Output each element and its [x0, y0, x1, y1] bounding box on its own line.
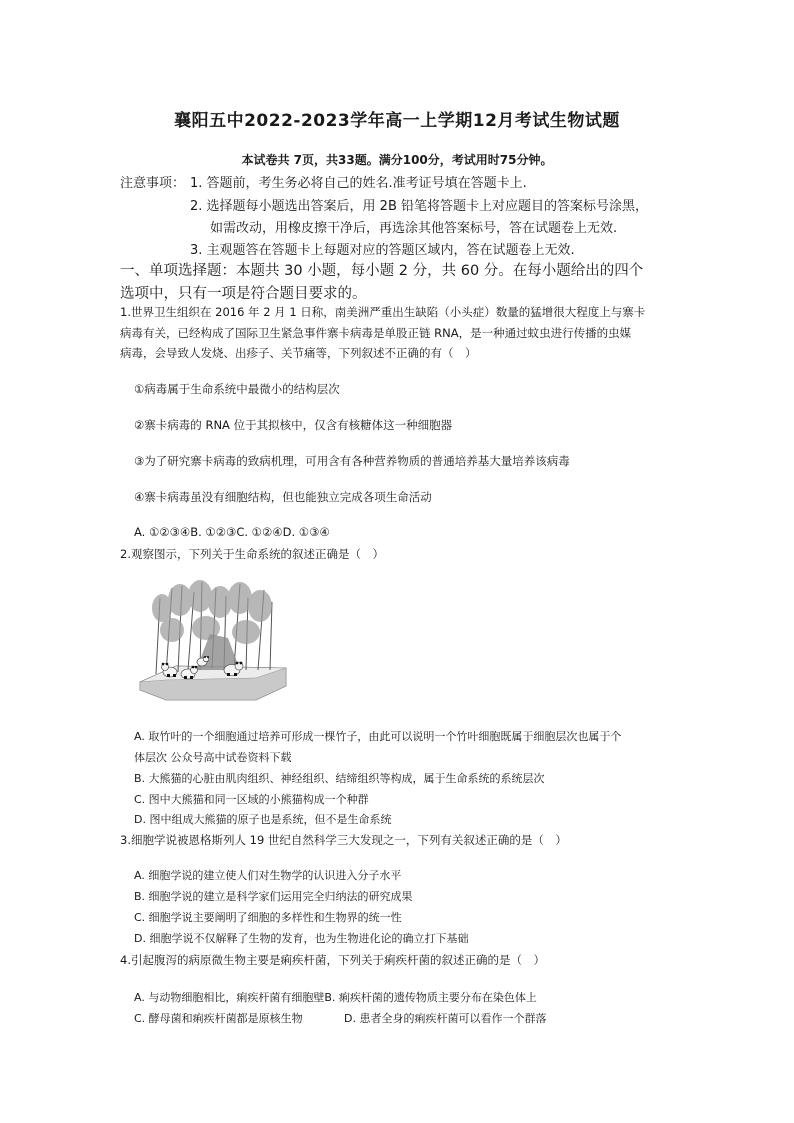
q3-option-a: A. 细胞学说的建立使人们对生物学的认识进入分子水平	[134, 869, 402, 882]
q3-stem: 3.细胞学说被恩格斯列人 19 世纪自然科学三大发现之一，下列有关叙述正确的是（ ）	[120, 833, 567, 847]
notes-label: 注意事项：	[120, 176, 186, 191]
q2-option-d: D. 图中组成大熊猫的原子也是系统，但不是生命系统	[134, 813, 392, 826]
q2-option-a-line2: 体层次 公众号高中试卷资料下载	[134, 751, 292, 764]
q2-option-a-line1: A. 取竹叶的一个细胞通过培养可形成一棵竹子，由此可以说明一个竹叶细胞既属于细胞层次也属于个	[134, 730, 622, 743]
q4-stem: 4.引起腹泻的病原微生物主要是痢疾杆菌，下列关于痢疾杆菌的叙述正确的是（ ）	[120, 953, 545, 967]
page-title: 襄阳五中2022-2023学年高一上学期12月考试生物试题	[174, 111, 620, 131]
note-1: 1. 答题前，考生务必将自己的姓名.准考证号填在答题卡上.	[190, 176, 527, 191]
exam-info: 本试卷共 7页，共33题。满分100分，考试用时75分钟。	[241, 153, 553, 167]
q1-line1: 1.世界卫生组织在 2016 年 2 月 1 日称，南美洲严重出生缺陷（小头症）数量的猛增很大程度上与寨卡	[120, 305, 646, 319]
section-1-line2: 选项中，只有一项是符合题目要求的。	[120, 286, 367, 302]
bamboo-panda-illustration	[136, 578, 288, 706]
q1-statement-1: ①病毒属于生命系统中最微小的结构层次	[134, 382, 340, 396]
q1-statement-2: ②寨卡病毒的 RNA 位于其拟核中，仅含有核糖体这一种细胞器	[134, 418, 453, 432]
q1-statement-3: ③为了研究寨卡病毒的致病机理，可用含有各种营养物质的普通培养基大量培养该病毒	[134, 454, 570, 468]
q3-option-b: B. 细胞学说的建立是科学家们运用完全归纳法的研究成果	[134, 890, 413, 903]
section-1-line1: 一、单项选择题：本题共 30 小题，每小题 2 分，共 60 分。在每小题给出的四个	[120, 263, 644, 279]
q1-options: A. ①②③④B. ①②③C. ①②④D. ①③④	[134, 525, 330, 539]
note-2b: 如需改动，用橡皮擦干净后，再选涂其他答案标号，答在试题卷上无效.	[210, 221, 618, 236]
q2-option-c: C. 图中大熊猫和同一区域的小熊猫构成一个种群	[134, 793, 369, 806]
q2-stem: 2.观察图示，下列关于生命系统的叙述正确是（ ）	[120, 547, 384, 561]
note-3: 3. 主观题答在答题卡上每题对应的答题区域内，答在试题卷上无效.	[190, 243, 575, 258]
q1-statement-4: ④寨卡病毒虽没有细胞结构，但也能独立完成各项生命活动	[134, 490, 432, 504]
q4-option-c: C. 酵母菌和痢疾杆菌都是原核生物	[134, 1012, 303, 1025]
q3-option-d: D. 细胞学说不仅解释了生物的发育，也为生物进化论的确立打下基础	[134, 932, 469, 945]
q4-option-ab: A. 与动物细胞相比，痢疾杆菌有细胞壁B. 痢疾杆菌的遗传物质主要分布在染色体上	[134, 991, 537, 1004]
q2-option-b: B. 大熊猫的心脏由肌肉组织、神经组织、结缔组织等构成，属于生命系统的系统层次	[134, 772, 545, 785]
q1-line3: 病毒，会导致人发烧、出疹子、关节痛等，下列叙述不正确的有（ ）	[120, 346, 477, 360]
q3-option-c: C. 细胞学说主要阐明了细胞的多样性和生物界的统一性	[134, 911, 402, 924]
q4-option-d: D. 患者全身的痢疾杆菌可以看作一个群落	[344, 1012, 547, 1025]
note-2a: 2. 选择题每小题选出答案后，用 2B 铅笔将答题卡上对应题目的答案标号涂黑，	[190, 199, 648, 214]
q1-line2: 病毒有关，已经构成了国际卫生紧急事件寨卡病毒是单股正链 RNA，是一种通过蚊虫进行传播的虫媒	[120, 326, 632, 340]
